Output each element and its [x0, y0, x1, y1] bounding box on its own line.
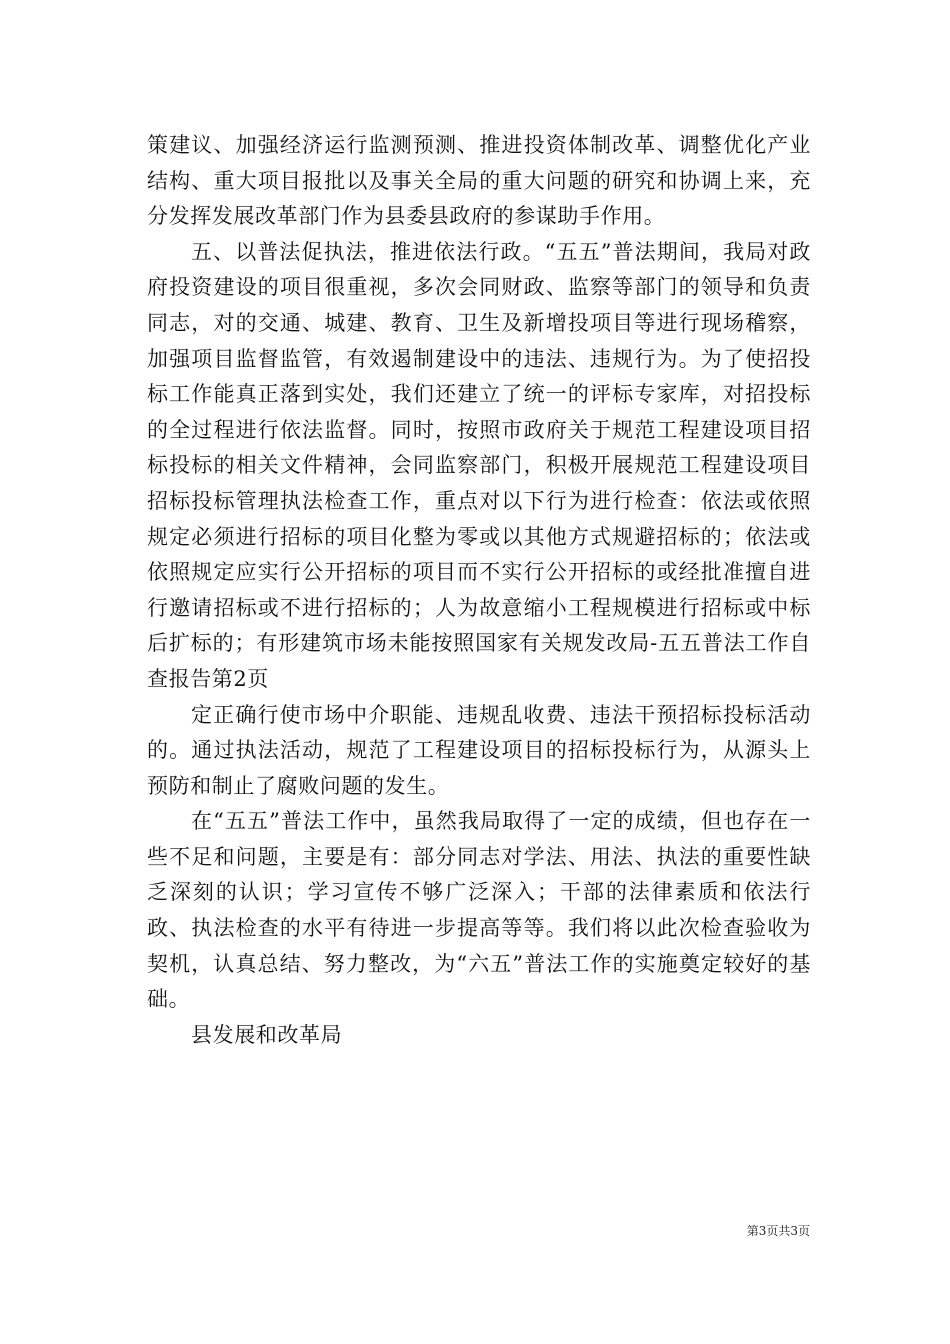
page-number: 第3页共3页	[746, 1224, 810, 1238]
signature-organization: 县发展和改革局	[191, 1022, 343, 1047]
paragraph-section-five: 五、以普法促执法，推进依法行政。“五五”普法期间，我局对政府投资建设的项目很重视，多次会同财政、监察等部门的领导和负责同志，对的交通、城建、教育、卫生及新增投项目等进行现场稽察，加强项目监督监管，有效遏制建设中的违法、违规行为。为了使招投标工作能真正落到实处，我们还建立了统一的评标专家库，对招投标的全过程进行依法监督。同时，按照市政府关于规范工程建设项目招标投标的相关文件精神，会同监察部门，积极开展规范工程建设项目招标投标管理执法检查工作，重点对以下行为进行检查：依法或依照规定必须进行招标的项目化整为零或以其他方式规避招标的；依法或依照规定应实行公开招标的项目而不实行公开招标的或经批准擅自进行邀请招标或不进行招标的；人为故意缩小工程规模进行招标或中标后扩标的；有形建筑市场未能按照国家有关规发改局-五五普法工作自查报告第2页	[147, 239, 811, 691]
paragraph-continuation: 策建议、加强经济运行监测预测、推进投资体制改革、调整优化产业结构、重大项目报批以及事关全局的重大问题的研究和协调上来，充分发挥发展改革部门作为县委县政府的参谋助手作用。	[147, 133, 811, 229]
paragraph-enforcement-result: 定正确行使市场中介职能、违规乱收费、违法干预招标投标活动的。通过执法活动，规范了工程建设项目的招标投标行为，从源头上预防和制止了腐败问题的发生。	[147, 702, 811, 798]
paragraph-shortcomings: 在“五五”普法工作中，虽然我局取得了一定的成绩，但也存在一些不足和问题，主要是有：部分同志对学法、用法、执法的重要性缺乏深刻的认识；学习宣传不够广泛深入；干部的法律素质和依法行政、执法检查的水平有待进一步提高等等。我们将以此次检查验收为契机，认真总结、努力整改，为“六五”普法工作的实施奠定较好的基础。	[147, 809, 811, 1012]
document-body	[147, 128, 811, 1053]
